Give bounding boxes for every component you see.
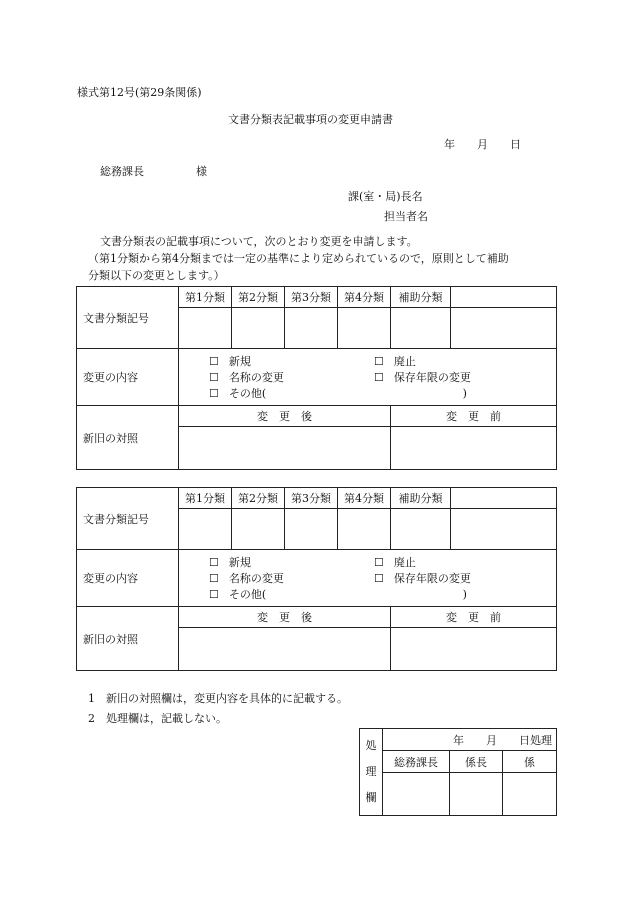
processing-box: [359, 728, 557, 816]
class-header-4: 第4分類: [338, 287, 391, 308]
class-header-aux: 補助分類: [391, 488, 451, 509]
body-line-1: 文書分類表の記載事項について，次のとおり変更を申請します。: [100, 235, 418, 248]
option-abolish: 廃止: [393, 355, 416, 368]
class-input-3[interactable]: [285, 509, 338, 550]
change-options: [179, 349, 557, 406]
document-title: 文書分類表記載事項の変更申請書: [228, 113, 393, 126]
class-input-2[interactable]: [232, 509, 285, 550]
dept-head-label: 課(室・局)長名: [348, 190, 423, 203]
class-input-1[interactable]: [179, 308, 232, 349]
processing-stamp-chief[interactable]: [450, 773, 503, 816]
option-other: その他(: [228, 588, 267, 601]
after-header: 変 更 後: [179, 607, 391, 628]
checkbox-rename[interactable]: ☐: [209, 371, 219, 384]
compare-label: 新旧の対照: [77, 406, 179, 470]
class-header-3: 第3分類: [285, 488, 338, 509]
processing-col-manager: 総務課長: [383, 751, 450, 773]
change-table-2: [76, 487, 557, 671]
checkbox-abolish[interactable]: ☐: [374, 556, 384, 569]
class-input-aux[interactable]: [391, 308, 451, 349]
class-header-2: 第2分類: [232, 287, 285, 308]
class-header-blank: [451, 488, 557, 509]
option-rename: 名称の変更: [228, 371, 284, 384]
note-1: 1 新旧の対照欄は，変更内容を具体的に記載する。: [88, 692, 348, 705]
form-number: 様式第12号(第29条関係): [77, 86, 202, 99]
option-rename: 名称の変更: [228, 572, 284, 585]
change-options: [179, 550, 557, 607]
option-retention: 保存年限の変更: [393, 572, 471, 585]
processing-col-staff: 係: [503, 751, 557, 773]
checkbox-other[interactable]: ☐: [209, 387, 219, 400]
processing-stamp-manager[interactable]: [383, 773, 450, 816]
processing-date: 年 月 日処理: [383, 729, 557, 751]
person-in-charge-label: 担当者名: [384, 210, 428, 223]
class-input-aux[interactable]: [391, 509, 451, 550]
checkbox-new[interactable]: ☐: [209, 556, 219, 569]
checkbox-new[interactable]: ☐: [209, 355, 219, 368]
option-new: 新規: [228, 556, 251, 569]
class-input-1[interactable]: [179, 509, 232, 550]
before-header: 変 更 前: [391, 406, 557, 427]
processing-stamp-staff[interactable]: [503, 773, 557, 816]
class-input-blank[interactable]: [451, 308, 557, 349]
class-input-blank[interactable]: [451, 509, 557, 550]
class-header-blank: [451, 287, 557, 308]
class-header-3: 第3分類: [285, 287, 338, 308]
addressee: 総務課長: [100, 165, 144, 178]
processing-char-2: 理: [365, 765, 377, 778]
option-other: その他(: [228, 387, 267, 400]
class-header-aux: 補助分類: [391, 287, 451, 308]
body-line-3: 分類以下の変更とします。）: [88, 269, 225, 282]
class-input-4[interactable]: [338, 308, 391, 349]
date-line: 年 月 日: [444, 138, 521, 151]
class-header-1: 第1分類: [179, 488, 232, 509]
honorific: 様: [196, 165, 207, 178]
class-input-3[interactable]: [285, 308, 338, 349]
class-code-label: 文書分類記号: [77, 287, 179, 349]
before-input[interactable]: [391, 628, 557, 671]
class-code-label: 文書分類記号: [77, 488, 179, 550]
class-header-1: 第1分類: [179, 287, 232, 308]
processing-char-3: 欄: [365, 791, 377, 804]
change-table-1: [76, 286, 557, 470]
class-header-4: 第4分類: [338, 488, 391, 509]
compare-label: 新旧の対照: [77, 607, 179, 671]
class-input-4[interactable]: [338, 509, 391, 550]
checkbox-abolish[interactable]: ☐: [374, 355, 384, 368]
after-header: 変 更 後: [179, 406, 391, 427]
before-input[interactable]: [391, 427, 557, 470]
checkbox-retention[interactable]: ☐: [374, 572, 384, 585]
class-input-2[interactable]: [232, 308, 285, 349]
after-input[interactable]: [179, 628, 391, 671]
option-retention: 保存年限の変更: [393, 371, 471, 384]
class-header-2: 第2分類: [232, 488, 285, 509]
option-other-close: ): [462, 587, 467, 601]
after-input[interactable]: [179, 427, 391, 470]
option-other-close: ): [462, 386, 467, 400]
checkbox-retention[interactable]: ☐: [374, 371, 384, 384]
processing-label: [360, 729, 383, 816]
option-abolish: 廃止: [393, 556, 416, 569]
note-2: 2 処理欄は，記載しない。: [88, 712, 227, 725]
processing-char-1: 処: [365, 739, 377, 752]
change-content-label: 変更の内容: [77, 550, 179, 607]
checkbox-other[interactable]: ☐: [209, 588, 219, 601]
change-content-label: 変更の内容: [77, 349, 179, 406]
body-line-2: （第1分類から第4分類までは一定の基準により定められているので，原則として補助: [88, 252, 509, 265]
option-new: 新規: [228, 355, 251, 368]
before-header: 変 更 前: [391, 607, 557, 628]
processing-col-chief: 係長: [450, 751, 503, 773]
checkbox-rename[interactable]: ☐: [209, 572, 219, 585]
